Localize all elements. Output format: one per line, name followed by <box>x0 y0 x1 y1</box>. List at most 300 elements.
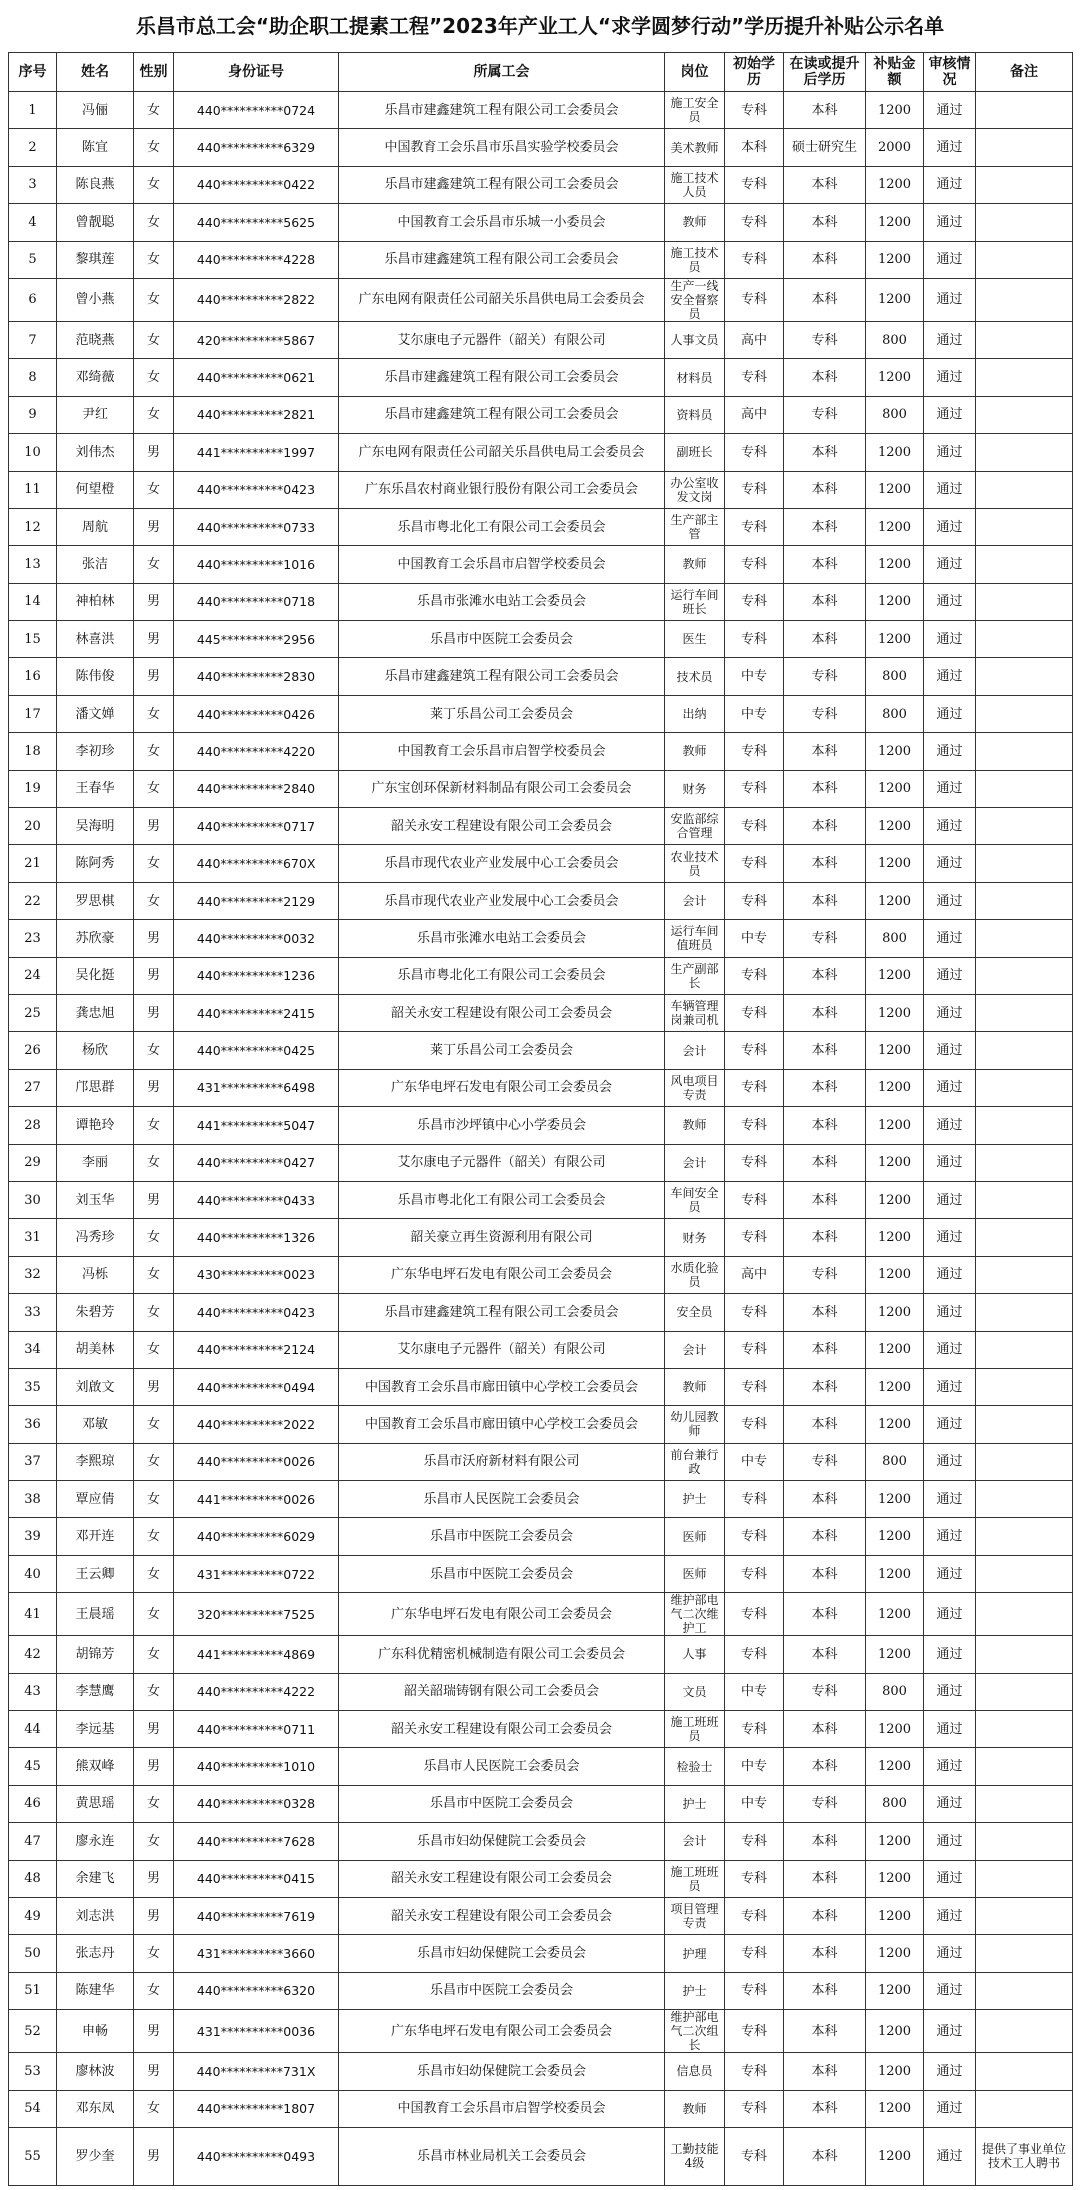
cell-subsidy-amount: 1200 <box>866 1636 924 1673</box>
cell-union: 乐昌市张滩水电站工会委员会 <box>339 583 665 620</box>
cell-subsidy-amount: 1200 <box>866 1107 924 1144</box>
cell-position: 运行车间班长 <box>665 583 725 620</box>
cell-review-status: 通过 <box>924 1972 976 2009</box>
cell-review-status: 通过 <box>924 1219 976 1256</box>
table-row <box>9 1748 1073 1785</box>
cell-index: 30 <box>9 1181 57 1218</box>
cell-gender: 女 <box>134 1294 174 1331</box>
cell-improved-education: 硕士研究生 <box>784 129 866 166</box>
cell-review-status: 通过 <box>924 1406 976 1443</box>
cell-review-status: 通过 <box>924 471 976 508</box>
cell-subsidy-amount: 1200 <box>866 278 924 321</box>
cell-improved-education: 本科 <box>784 546 866 583</box>
cell-remarks <box>976 166 1073 203</box>
cell-id-number: 440**********731X <box>174 2053 339 2090</box>
cell-review-status: 通过 <box>924 882 976 919</box>
cell-id-number: 440**********0433 <box>174 1181 339 1218</box>
cell-position: 办公室收发文岗 <box>665 471 725 508</box>
cell-subsidy-amount: 800 <box>866 658 924 695</box>
cell-union: 乐昌市中医院工会委员会 <box>339 1785 665 1822</box>
cell-name: 张洁 <box>57 546 134 583</box>
cell-remarks <box>976 1823 1073 1860</box>
cell-id-number: 440**********2129 <box>174 882 339 919</box>
cell-name: 朱碧芳 <box>57 1294 134 1331</box>
cell-index: 11 <box>9 471 57 508</box>
cell-index: 51 <box>9 1972 57 2009</box>
header-position: 岗位 <box>665 53 725 92</box>
cell-review-status: 通过 <box>924 1636 976 1673</box>
cell-remarks <box>976 920 1073 957</box>
cell-review-status: 通过 <box>924 2090 976 2127</box>
cell-id-number: 440**********0032 <box>174 920 339 957</box>
cell-subsidy-amount: 1200 <box>866 1032 924 1069</box>
cell-initial-education: 专科 <box>725 92 784 129</box>
cell-id-number: 440**********0724 <box>174 92 339 129</box>
cell-initial-education: 中专 <box>725 1443 784 1480</box>
cell-improved-education: 本科 <box>784 1935 866 1972</box>
cell-union: 韶关永安工程建设有限公司工会委员会 <box>339 1897 665 1934</box>
cell-initial-education: 专科 <box>725 1935 784 1972</box>
table-row <box>9 166 1073 203</box>
table-row <box>9 845 1073 882</box>
header-index: 序号 <box>9 53 57 92</box>
cell-subsidy-amount: 1200 <box>866 1256 924 1293</box>
table-row <box>9 241 1073 278</box>
cell-index: 20 <box>9 808 57 845</box>
cell-position: 护士 <box>665 1481 725 1518</box>
cell-gender: 男 <box>134 994 174 1031</box>
cell-initial-education: 专科 <box>725 2010 784 2053</box>
cell-review-status: 通过 <box>924 1368 976 1405</box>
cell-name: 陈宜 <box>57 129 134 166</box>
cell-name: 何望橙 <box>57 471 134 508</box>
cell-subsidy-amount: 1200 <box>866 166 924 203</box>
table-row <box>9 1406 1073 1443</box>
cell-initial-education: 专科 <box>725 1555 784 1592</box>
cell-improved-education: 本科 <box>784 2127 866 2185</box>
cell-improved-education: 本科 <box>784 957 866 994</box>
cell-id-number: 445**********2956 <box>174 621 339 658</box>
cell-subsidy-amount: 1200 <box>866 1069 924 1106</box>
cell-subsidy-amount: 1200 <box>866 994 924 1031</box>
cell-improved-education: 本科 <box>784 434 866 471</box>
cell-initial-education: 专科 <box>725 770 784 807</box>
cell-union: 中国教育工会乐昌市廊田镇中心学校工会委员会 <box>339 1406 665 1443</box>
cell-gender: 男 <box>134 1897 174 1934</box>
cell-remarks <box>976 1069 1073 1106</box>
cell-improved-education: 本科 <box>784 1823 866 1860</box>
cell-remarks <box>976 1897 1073 1934</box>
cell-id-number: 440**********0422 <box>174 166 339 203</box>
cell-union: 乐昌市建鑫建筑工程有限公司工会委员会 <box>339 396 665 433</box>
cell-id-number: 440**********1016 <box>174 546 339 583</box>
cell-improved-education: 本科 <box>784 1032 866 1069</box>
cell-gender: 女 <box>134 1555 174 1592</box>
cell-gender: 男 <box>134 920 174 957</box>
cell-gender: 女 <box>134 166 174 203</box>
cell-review-status: 通过 <box>924 2010 976 2053</box>
cell-review-status: 通过 <box>924 1443 976 1480</box>
cell-id-number: 440**********6329 <box>174 129 339 166</box>
cell-index: 40 <box>9 1555 57 1592</box>
cell-index: 27 <box>9 1069 57 1106</box>
cell-initial-education: 专科 <box>725 1897 784 1934</box>
cell-position: 资料员 <box>665 396 725 433</box>
cell-remarks <box>976 1673 1073 1710</box>
cell-index: 16 <box>9 658 57 695</box>
cell-subsidy-amount: 1200 <box>866 92 924 129</box>
cell-index: 25 <box>9 994 57 1031</box>
cell-improved-education: 本科 <box>784 1711 866 1748</box>
cell-remarks <box>976 1443 1073 1480</box>
cell-name: 冯栎 <box>57 1256 134 1293</box>
cell-initial-education: 专科 <box>725 1972 784 2009</box>
cell-subsidy-amount: 1200 <box>866 1748 924 1785</box>
cell-review-status: 通过 <box>924 695 976 732</box>
cell-review-status: 通过 <box>924 2053 976 2090</box>
cell-id-number: 440**********0423 <box>174 471 339 508</box>
cell-position: 生产一线安全督察员 <box>665 278 725 321</box>
cell-improved-education: 本科 <box>784 1331 866 1368</box>
cell-union: 乐昌市建鑫建筑工程有限公司工会委员会 <box>339 1294 665 1331</box>
cell-review-status: 通过 <box>924 1256 976 1293</box>
cell-initial-education: 专科 <box>725 808 784 845</box>
cell-remarks <box>976 508 1073 545</box>
cell-initial-education: 专科 <box>725 2090 784 2127</box>
table-row <box>9 920 1073 957</box>
cell-union: 莱丁乐昌公司工会委员会 <box>339 1032 665 1069</box>
cell-index: 38 <box>9 1481 57 1518</box>
cell-id-number: 420**********5867 <box>174 321 339 358</box>
table-row <box>9 359 1073 396</box>
cell-name: 邝思群 <box>57 1069 134 1106</box>
cell-initial-education: 中专 <box>725 695 784 732</box>
cell-name: 熊双峰 <box>57 1748 134 1785</box>
cell-subsidy-amount: 1200 <box>866 621 924 658</box>
cell-name: 陈建华 <box>57 1972 134 2009</box>
cell-initial-education: 中专 <box>725 1748 784 1785</box>
cell-initial-education: 专科 <box>725 1406 784 1443</box>
cell-improved-education: 本科 <box>784 1636 866 1673</box>
cell-review-status: 通过 <box>924 1673 976 1710</box>
cell-position: 美术教师 <box>665 129 725 166</box>
cell-union: 中国教育工会乐昌市乐昌实验学校委员会 <box>339 129 665 166</box>
cell-review-status: 通过 <box>924 396 976 433</box>
table-row <box>9 278 1073 321</box>
cell-initial-education: 专科 <box>725 994 784 1031</box>
table-row <box>9 1711 1073 1748</box>
cell-review-status: 通过 <box>924 1181 976 1218</box>
cell-subsidy-amount: 1200 <box>866 434 924 471</box>
cell-review-status: 通过 <box>924 845 976 882</box>
cell-remarks <box>976 845 1073 882</box>
table-row <box>9 1181 1073 1218</box>
cell-index: 52 <box>9 2010 57 2053</box>
cell-index: 3 <box>9 166 57 203</box>
cell-union: 乐昌市中医院工会委员会 <box>339 1972 665 2009</box>
cell-remarks <box>976 1481 1073 1518</box>
cell-name: 陈良燕 <box>57 166 134 203</box>
cell-improved-education: 本科 <box>784 1518 866 1555</box>
cell-initial-education: 高中 <box>725 1256 784 1293</box>
cell-position: 教师 <box>665 204 725 241</box>
cell-initial-education: 专科 <box>725 845 784 882</box>
cell-review-status: 通过 <box>924 733 976 770</box>
cell-subsidy-amount: 1200 <box>866 1593 924 1636</box>
cell-improved-education: 本科 <box>784 166 866 203</box>
cell-position: 风电项目专责 <box>665 1069 725 1106</box>
cell-index: 26 <box>9 1032 57 1069</box>
cell-name: 王春华 <box>57 770 134 807</box>
cell-initial-education: 专科 <box>725 546 784 583</box>
cell-review-status: 通过 <box>924 1107 976 1144</box>
cell-remarks: 提供了事业单位技术工人聘书 <box>976 2127 1073 2185</box>
cell-remarks <box>976 241 1073 278</box>
cell-gender: 女 <box>134 241 174 278</box>
cell-union: 中国教育工会乐昌市乐城一小委员会 <box>339 204 665 241</box>
cell-index: 32 <box>9 1256 57 1293</box>
cell-improved-education: 本科 <box>784 808 866 845</box>
cell-remarks <box>976 546 1073 583</box>
cell-name: 范晓燕 <box>57 321 134 358</box>
cell-improved-education: 本科 <box>784 278 866 321</box>
cell-index: 5 <box>9 241 57 278</box>
cell-review-status: 通过 <box>924 1518 976 1555</box>
table-row <box>9 994 1073 1031</box>
cell-name: 李熙琼 <box>57 1443 134 1480</box>
cell-review-status: 通过 <box>924 1294 976 1331</box>
cell-improved-education: 本科 <box>784 1481 866 1518</box>
cell-remarks <box>976 695 1073 732</box>
cell-remarks <box>976 2053 1073 2090</box>
table-row <box>9 434 1073 471</box>
cell-name: 罗思棋 <box>57 882 134 919</box>
table-row <box>9 2090 1073 2127</box>
cell-gender: 女 <box>134 1785 174 1822</box>
cell-gender: 男 <box>134 583 174 620</box>
cell-subsidy-amount: 1200 <box>866 1711 924 1748</box>
cell-position: 出纳 <box>665 695 725 732</box>
cell-position: 医生 <box>665 621 725 658</box>
cell-review-status: 通过 <box>924 957 976 994</box>
cell-gender: 女 <box>134 1972 174 2009</box>
cell-name: 曾小燕 <box>57 278 134 321</box>
cell-index: 44 <box>9 1711 57 1748</box>
cell-improved-education: 本科 <box>784 770 866 807</box>
cell-improved-education: 本科 <box>784 1593 866 1636</box>
cell-initial-education: 专科 <box>725 1107 784 1144</box>
cell-union: 韶关豪立再生资源利用有限公司 <box>339 1219 665 1256</box>
cell-union: 韶关永安工程建设有限公司工会委员会 <box>339 994 665 1031</box>
cell-improved-education: 专科 <box>784 321 866 358</box>
cell-union: 乐昌市林业局机关工会委员会 <box>339 2127 665 2185</box>
cell-subsidy-amount: 1200 <box>866 2053 924 2090</box>
cell-position: 信息员 <box>665 2053 725 2090</box>
cell-remarks <box>976 1032 1073 1069</box>
cell-index: 49 <box>9 1897 57 1934</box>
cell-gender: 女 <box>134 92 174 129</box>
cell-name: 周航 <box>57 508 134 545</box>
cell-name: 邓敏 <box>57 1406 134 1443</box>
cell-review-status: 通过 <box>924 1555 976 1592</box>
cell-name: 申畅 <box>57 2010 134 2053</box>
cell-review-status: 通过 <box>924 658 976 695</box>
cell-position: 施工安全员 <box>665 92 725 129</box>
cell-remarks <box>976 471 1073 508</box>
cell-subsidy-amount: 1200 <box>866 546 924 583</box>
cell-gender: 女 <box>134 1935 174 1972</box>
cell-review-status: 通过 <box>924 621 976 658</box>
table-row <box>9 1673 1073 1710</box>
cell-id-number: 440**********0425 <box>174 1032 339 1069</box>
cell-position: 车间安全员 <box>665 1181 725 1218</box>
cell-gender: 女 <box>134 1256 174 1293</box>
cell-review-status: 通过 <box>924 129 976 166</box>
cell-subsidy-amount: 1200 <box>866 1294 924 1331</box>
cell-remarks <box>976 278 1073 321</box>
cell-union: 艾尔康电子元器件（韶关）有限公司 <box>339 321 665 358</box>
cell-review-status: 通过 <box>924 204 976 241</box>
cell-position: 技术员 <box>665 658 725 695</box>
cell-review-status: 通过 <box>924 1823 976 1860</box>
cell-name: 廖永连 <box>57 1823 134 1860</box>
table-row <box>9 658 1073 695</box>
table-row <box>9 1785 1073 1822</box>
cell-index: 33 <box>9 1294 57 1331</box>
cell-position: 材料员 <box>665 359 725 396</box>
table-row <box>9 1219 1073 1256</box>
cell-improved-education: 本科 <box>784 1555 866 1592</box>
cell-index: 53 <box>9 2053 57 2090</box>
cell-subsidy-amount: 1200 <box>866 1823 924 1860</box>
cell-review-status: 通过 <box>924 321 976 358</box>
cell-index: 55 <box>9 2127 57 2185</box>
cell-remarks <box>976 2010 1073 2053</box>
table-row <box>9 129 1073 166</box>
cell-review-status: 通过 <box>924 1069 976 1106</box>
cell-improved-education: 专科 <box>784 1443 866 1480</box>
cell-improved-education: 本科 <box>784 583 866 620</box>
cell-gender: 男 <box>134 808 174 845</box>
cell-review-status: 通过 <box>924 1711 976 1748</box>
cell-review-status: 通过 <box>924 546 976 583</box>
cell-remarks <box>976 1256 1073 1293</box>
cell-name: 黄思瑶 <box>57 1785 134 1822</box>
cell-initial-education: 专科 <box>725 1860 784 1897</box>
cell-union: 广东科优精密机械制造有限公司工会委员会 <box>339 1636 665 1673</box>
cell-remarks <box>976 957 1073 994</box>
cell-position: 生产副部长 <box>665 957 725 994</box>
cell-subsidy-amount: 1200 <box>866 882 924 919</box>
cell-union: 乐昌市中医院工会委员会 <box>339 1555 665 1592</box>
table-row <box>9 1593 1073 1636</box>
table-row <box>9 92 1073 129</box>
cell-review-status: 通过 <box>924 1144 976 1181</box>
cell-initial-education: 专科 <box>725 434 784 471</box>
cell-name: 杨欣 <box>57 1032 134 1069</box>
cell-remarks <box>976 583 1073 620</box>
cell-index: 21 <box>9 845 57 882</box>
cell-remarks <box>976 1593 1073 1636</box>
cell-position: 财务 <box>665 770 725 807</box>
cell-initial-education: 专科 <box>725 241 784 278</box>
cell-name: 胡锦芳 <box>57 1636 134 1673</box>
cell-id-number: 441**********5047 <box>174 1107 339 1144</box>
cell-remarks <box>976 1181 1073 1218</box>
cell-remarks <box>976 1860 1073 1897</box>
header-union: 所属工会 <box>339 53 665 92</box>
cell-index: 24 <box>9 957 57 994</box>
cell-position: 农业技术员 <box>665 845 725 882</box>
cell-id-number: 440**********4222 <box>174 1673 339 1710</box>
cell-review-status: 通过 <box>924 1593 976 1636</box>
cell-position: 护士 <box>665 1972 725 2009</box>
cell-position: 副班长 <box>665 434 725 471</box>
cell-id-number: 440**********670X <box>174 845 339 882</box>
cell-name: 罗少奎 <box>57 2127 134 2185</box>
cell-id-number: 440**********0494 <box>174 1368 339 1405</box>
cell-gender: 女 <box>134 695 174 732</box>
cell-review-status: 通过 <box>924 434 976 471</box>
cell-index: 36 <box>9 1406 57 1443</box>
cell-gender: 男 <box>134 957 174 994</box>
cell-initial-education: 高中 <box>725 321 784 358</box>
cell-improved-education: 本科 <box>784 1972 866 2009</box>
cell-id-number: 440**********0711 <box>174 1711 339 1748</box>
cell-position: 财务 <box>665 1219 725 1256</box>
cell-union: 乐昌市中医院工会委员会 <box>339 621 665 658</box>
table-row <box>9 770 1073 807</box>
cell-id-number: 440**********1236 <box>174 957 339 994</box>
cell-union: 乐昌市粤北化工有限公司工会委员会 <box>339 1181 665 1218</box>
table-row <box>9 1294 1073 1331</box>
cell-index: 43 <box>9 1673 57 1710</box>
page-title: 乐昌市总工会“助企职工提素工程”2023年产业工人“求学圆梦行动”学历提升补贴公示名单 <box>135 14 945 38</box>
cell-id-number: 320**********7525 <box>174 1593 339 1636</box>
cell-initial-education: 专科 <box>725 1368 784 1405</box>
cell-position: 前台兼行政 <box>665 1443 725 1480</box>
cell-position: 安监部综合管理 <box>665 808 725 845</box>
cell-name: 冯秀珍 <box>57 1219 134 1256</box>
cell-id-number: 431**********0722 <box>174 1555 339 1592</box>
cell-index: 1 <box>9 92 57 129</box>
cell-union: 乐昌市粤北化工有限公司工会委员会 <box>339 508 665 545</box>
cell-subsidy-amount: 800 <box>866 396 924 433</box>
cell-position: 会计 <box>665 1144 725 1181</box>
cell-subsidy-amount: 1200 <box>866 1181 924 1218</box>
cell-remarks <box>976 396 1073 433</box>
table-row <box>9 957 1073 994</box>
cell-review-status: 通过 <box>924 994 976 1031</box>
cell-union: 广东宝创环保新材料制品有限公司工会委员会 <box>339 770 665 807</box>
cell-gender: 女 <box>134 359 174 396</box>
table-row <box>9 808 1073 845</box>
cell-position: 生产部主管 <box>665 508 725 545</box>
cell-position: 会计 <box>665 1331 725 1368</box>
cell-position: 护理 <box>665 1935 725 1972</box>
cell-id-number: 440**********5625 <box>174 204 339 241</box>
cell-subsidy-amount: 1200 <box>866 1331 924 1368</box>
cell-improved-education: 本科 <box>784 92 866 129</box>
cell-subsidy-amount: 800 <box>866 920 924 957</box>
cell-review-status: 通过 <box>924 1897 976 1934</box>
cell-position: 医师 <box>665 1518 725 1555</box>
table-row <box>9 1443 1073 1480</box>
cell-gender: 男 <box>134 508 174 545</box>
cell-index: 12 <box>9 508 57 545</box>
cell-subsidy-amount: 1200 <box>866 471 924 508</box>
cell-name: 神柏林 <box>57 583 134 620</box>
